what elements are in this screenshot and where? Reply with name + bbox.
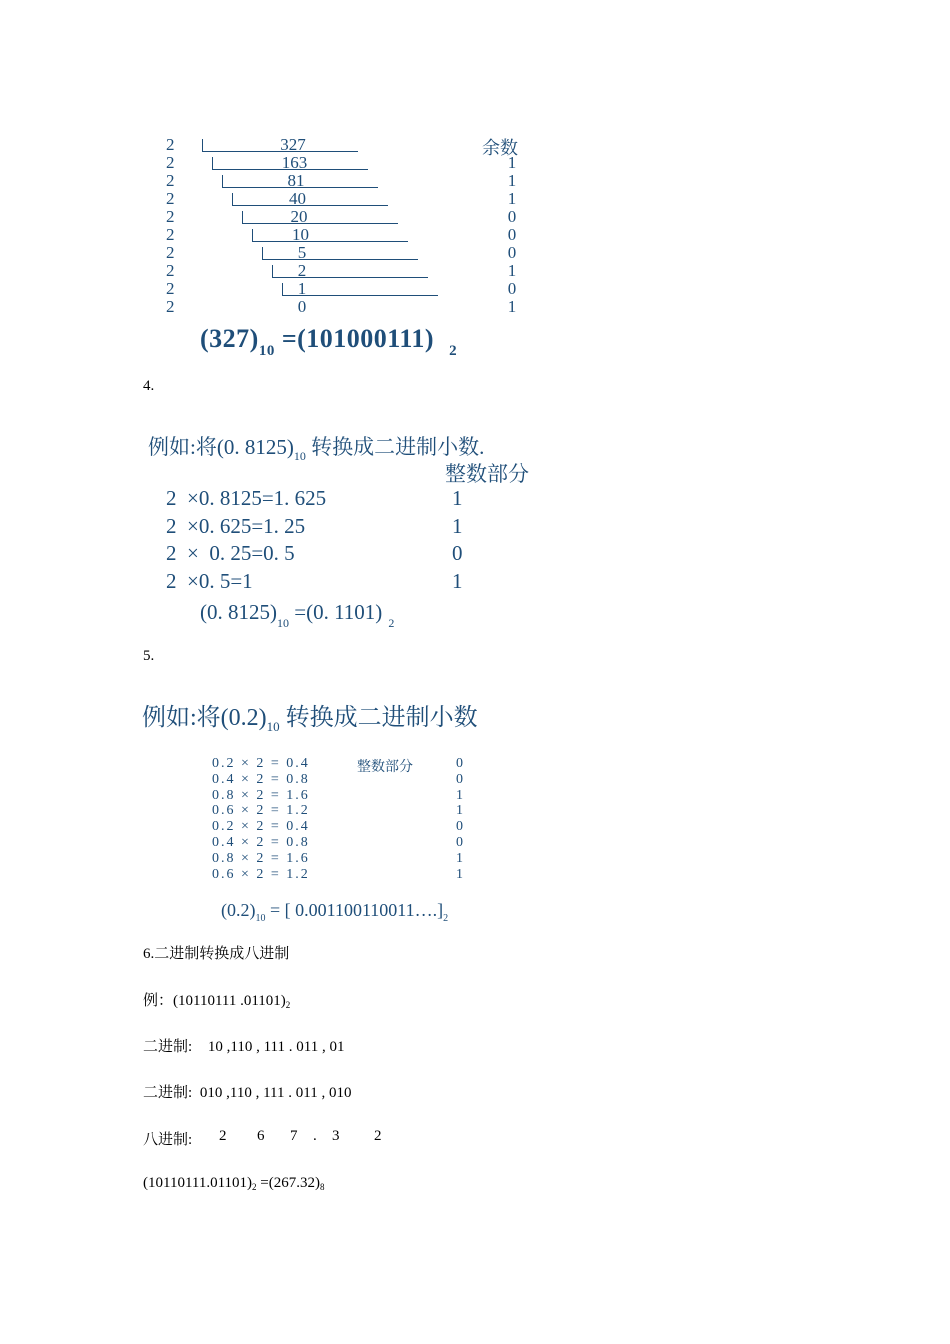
quotient: 0 [297, 297, 307, 316]
divisor: 2 [166, 171, 175, 190]
fraction-step [212, 788, 472, 804]
fraction-expr: 0.2 × 2 = 0.4 [212, 756, 310, 771]
divisor: 2 [166, 189, 175, 208]
section-5-number: 5. [143, 648, 155, 664]
division-row [160, 280, 560, 298]
remainder: 0 [507, 225, 517, 244]
fraction-expr: 0.8 × 2 = 1.6 [212, 787, 310, 803]
fraction-step [212, 803, 472, 819]
remainder: 1 [507, 297, 517, 316]
division-row [160, 244, 560, 262]
section-4-number: 4. [143, 378, 155, 394]
division-bracket [252, 229, 408, 242]
integer-part-header: 整数部分 [445, 462, 529, 486]
division-row [160, 262, 560, 280]
integer-part: 1 [452, 568, 463, 593]
integer-part: 1 [452, 486, 463, 510]
division-row [160, 190, 560, 208]
fraction-step [212, 835, 472, 851]
fraction-bit: 1 [456, 866, 463, 882]
divisor: 2 [166, 243, 175, 262]
octal-row: 八进制: [143, 1132, 193, 1148]
quotient: 327 [280, 135, 306, 154]
octal-digit: 3 [332, 1128, 340, 1144]
division-result: $(327)_{10} =(101000111)$ $_2$ [200, 324, 458, 359]
quotient: 81 [287, 171, 305, 190]
multiply-step: 2 ×0. 5=1 [166, 568, 253, 593]
fraction-expr: 0.2 × 2 = 0.4 [212, 819, 310, 835]
fraction-expr: 0.4 × 2 = 0.8 [212, 771, 310, 787]
section-5-result: $(0.2)_{10}$ = [ $0.001100110011\dots.]_2$ [221, 900, 449, 924]
fraction-expr: 0.6 × 2 = 1.2 [212, 803, 310, 819]
octal-digit: 2 [219, 1128, 227, 1144]
section-6-final: $(10110111.01101)_2 =(267.32)_8$ [143, 1175, 325, 1192]
octal-digit: 7 [290, 1128, 298, 1144]
division-bracket [242, 211, 398, 224]
fraction-expr: 0.4 × 2 = 0.8 [212, 835, 310, 850]
section-5-title: 例如:将$(0.2)_{10}$ 转换成二进制小数 [142, 705, 478, 734]
fraction-step [212, 851, 472, 867]
remainder: 1 [507, 189, 517, 208]
remainder: 1 [507, 261, 517, 280]
fraction-step [212, 756, 472, 772]
multiply-step: 2 ×0. 625=1. 25 [166, 513, 306, 538]
quotient: 1 [297, 279, 307, 298]
fraction-expr: 0.8 × 2 = 1.6 [212, 850, 310, 866]
quotient: 2 [297, 261, 307, 280]
section-4-title: 例如:将(0. $8125)_{10}$ 转换成二进制小数. [148, 435, 485, 463]
quotient: 163 [281, 153, 308, 172]
binary-grouping-1: 二进制: 10 ,110 , 111 . 011 , 01 [143, 1039, 345, 1055]
division-row [160, 136, 560, 154]
multiply-step: 2 × 0. 25=0. 5 [166, 541, 295, 565]
divisor: 2 [166, 279, 175, 298]
divisor: 2 [166, 135, 175, 154]
remainder: 0 [507, 207, 517, 226]
fraction-bit: 1 [456, 850, 463, 866]
divisor: 2 [166, 261, 175, 280]
binary-grouping-2: 二进制: 010 ,110 , 111 . 011 , 010 [143, 1085, 352, 1101]
fraction-bit: 0 [456, 835, 463, 850]
quotient: 20 [290, 207, 308, 226]
remainder: 1 [507, 153, 517, 172]
divisor: 2 [166, 297, 175, 316]
divisor: 2 [166, 207, 175, 226]
octal-digit: . [313, 1128, 317, 1144]
division-row [160, 226, 560, 244]
division-row [160, 154, 560, 172]
integer-part: 0 [452, 541, 463, 565]
divisor: 2 [166, 153, 175, 172]
quotient: 5 [297, 243, 307, 262]
fraction-expr: 0.6 × 2 = 1.2 [212, 866, 310, 882]
fraction-step [212, 819, 472, 835]
fraction-step [212, 867, 472, 883]
quotient: 40 [289, 189, 306, 208]
remainder: 0 [507, 279, 517, 298]
division-row [160, 298, 560, 316]
octal-digit: 2 [374, 1128, 382, 1144]
quotient: 10 [292, 225, 309, 244]
octal-digit: 6 [257, 1128, 265, 1144]
fraction-step [212, 772, 472, 788]
remainder: 0 [507, 243, 517, 262]
section-6-example: 例：(10110111 $.01101)_2$ [143, 993, 291, 1010]
fraction-bit: 1 [456, 787, 463, 803]
divisor: 2 [166, 225, 175, 244]
remainder: 1 [507, 171, 517, 190]
fraction-bit: 1 [456, 803, 463, 819]
remainder-header: 余数 [482, 138, 518, 158]
division-figure [160, 130, 560, 370]
multiply-step: 2 ×0. 8125=1. 625 [166, 486, 327, 510]
fraction-bit: 0 [456, 756, 463, 771]
division-row [160, 208, 560, 226]
integer-part: 1 [452, 513, 463, 538]
fraction-bit: 0 [456, 819, 463, 835]
integer-part-label: 整数部分 [357, 760, 413, 775]
fraction-bit: 0 [456, 771, 463, 787]
division-row [160, 172, 560, 190]
section-6-heading: 6.二进制转换成八进制 [143, 946, 290, 962]
section-4-result: (0. $8125)_{10} =(0$. 1101) $_2$ [200, 600, 395, 630]
